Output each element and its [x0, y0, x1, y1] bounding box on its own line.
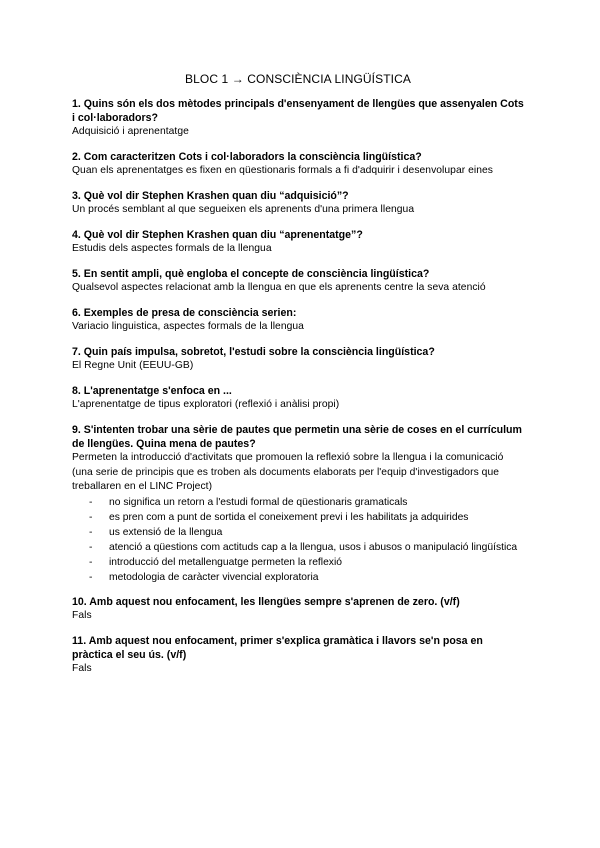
- qa-item: [72, 189, 524, 218]
- answer: Qualsevol aspectes relacionat amb la llengua en que els aprenents centre la seva atenció: [72, 282, 486, 293]
- list-item-text: us extensió de la llengua: [109, 526, 223, 538]
- qa-item: [72, 97, 524, 140]
- question: 9. S'intenten trobar una sèrie de pautes que permetin una sèrie de coses en el currículum de llengües. Quina mena de pautes?: [72, 424, 522, 450]
- list-item-text: introducció del metallenguatge permeten la reflexió: [109, 556, 342, 568]
- document-page: [72, 72, 524, 687]
- answer: Adquisició i aprenentatge: [72, 126, 189, 137]
- qa-item: [72, 384, 524, 413]
- list-item-text: metodologia de caràcter vivencial exploratoria: [109, 571, 319, 583]
- question: 11. Amb aquest nou enfocament, primer s'explica gramàtica i llavors se'n posa en pràctica el seu ús. (v/f): [72, 635, 483, 661]
- question: 2. Com caracteritzen Cots i col·laboradors la consciència lingüística?: [72, 151, 422, 163]
- page-title: BLOC 1 → CONSCIÈNCIA LINGÜÍSTICA: [185, 72, 411, 86]
- dash-marker: -: [89, 526, 93, 538]
- qa-item-11: [72, 634, 524, 677]
- list-item: [72, 525, 524, 540]
- dash-marker: -: [89, 571, 93, 583]
- answer: Quan els aprenentatges es fixen en qüestionaris formals a fi d'adquirir i desenvolupar eines: [72, 165, 493, 176]
- dash-marker: -: [89, 496, 93, 508]
- question: 3. Què vol dir Stephen Krashen quan diu “adquisició”?: [72, 190, 349, 202]
- answer: El Regne Unit (EEUU-GB): [72, 360, 194, 371]
- question: 1. Quins són els dos mètodes principals d'ensenyament de llengües que assenyalen Cots i col·laboradors?: [72, 98, 524, 124]
- list-item-text: atenció a qüestions com actituds cap a la llengua, usos i abusos o manipulació lingüística: [109, 541, 518, 553]
- answer: Variacio linguistica, aspectes formals de la llengua: [72, 321, 304, 332]
- question: 6. Exemples de presa de consciència serien:: [72, 307, 297, 319]
- question: 7. Quin país impulsa, sobretot, l'estudi sobre la consciència lingüística?: [72, 346, 435, 358]
- answer: Estudis dels aspectes formals de la llengua: [72, 243, 272, 254]
- list-item: [72, 495, 524, 510]
- dash-marker: -: [89, 541, 93, 553]
- list-item: [72, 570, 524, 585]
- list-item: [72, 510, 524, 525]
- answer: L'aprenentatge de tipus exploratori (reflexió i anàlisi propi): [72, 399, 340, 410]
- dash-marker: -: [89, 556, 93, 568]
- bullet-list: [72, 495, 524, 585]
- list-item-text: no significa un retorn a l'estudi formal de qüestionaris gramaticals: [109, 496, 408, 508]
- qa-item: [72, 267, 524, 296]
- question: 5. En sentit ampli, què engloba el concepte de consciència lingüística?: [72, 268, 430, 280]
- question: 4. Què vol dir Stephen Krashen quan diu “aprenentatge”?: [72, 229, 363, 241]
- qa-item: [72, 306, 524, 335]
- answer: Un procés semblant al que segueixen els aprenents d'una primera llengua: [72, 204, 415, 215]
- answer: Fals: [72, 663, 92, 674]
- qa-item: [72, 345, 524, 374]
- answer: Fals: [72, 610, 92, 621]
- list-item: [72, 540, 524, 555]
- qa-item: [72, 150, 524, 179]
- question: 10. Amb aquest nou enfocament, les llengües sempre s'aprenen de zero. (v/f): [72, 596, 460, 608]
- question: 8. L'aprenentatge s'enfoca en ...: [72, 385, 232, 397]
- qa-item: [72, 228, 524, 257]
- dash-marker: -: [89, 511, 93, 523]
- qa-item-10: [72, 595, 524, 624]
- answer: Permeten la introducció d'activitats que promouen la reflexió sobre la llengua i la comunicació (una serie de principis que es troben als documents elaborats per l'equip d'investigadors que treballaren en el LINC Project): [72, 452, 504, 492]
- list-item-text: es pren com a punt de sortida el coneixement previ i les habilitats ja adquirides: [109, 511, 469, 523]
- qa-item-9: [72, 423, 524, 585]
- list-item: [72, 555, 524, 570]
